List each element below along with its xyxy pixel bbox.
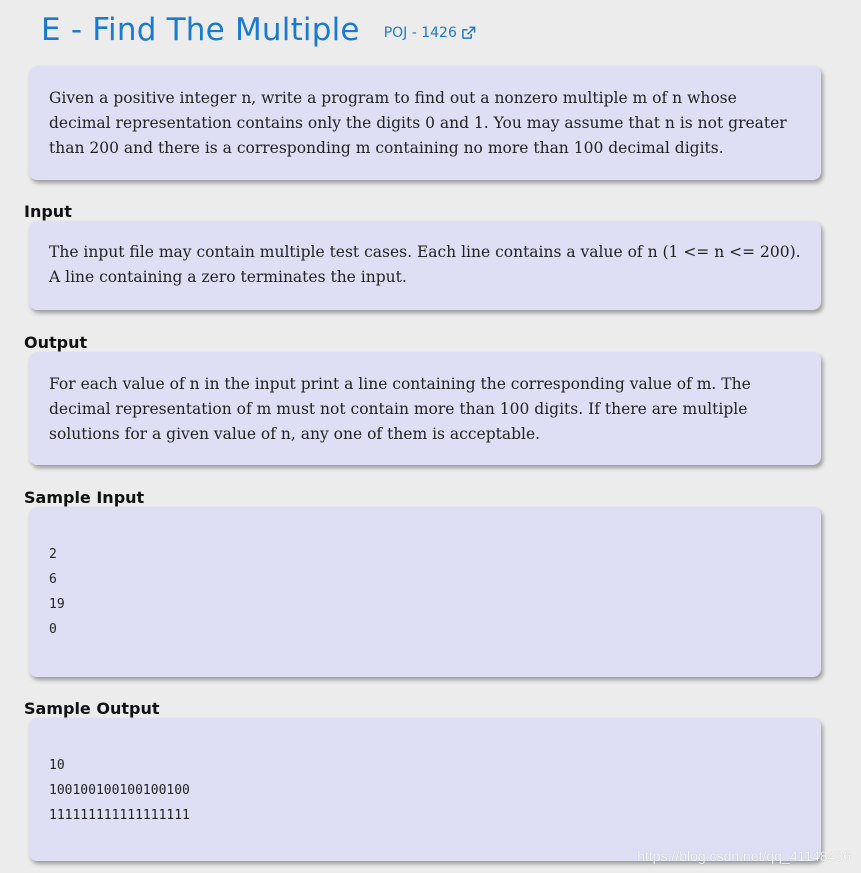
- output-card: [29, 352, 821, 465]
- sample-output-line: 10: [49, 758, 65, 773]
- description-text: Given a positive integer n, write a program to find out a nonzero multiple m of n whose decimal representation contains only the digits 0 and 1. You may assume that n is not greater than 200 and there is a corresponding m containing no more than 100 decimal digits.: [49, 89, 787, 157]
- watermark: https://blog.csdn.net/qq_41148436: [637, 848, 851, 864]
- sample-output-line: 100100100100100100: [49, 783, 190, 798]
- input-text: The input file may contain multiple test cases. Each line contains a value of n (1 <= n <= 200). A line containing a zero terminates the input.: [49, 243, 801, 286]
- sample-input-line: 19: [49, 597, 65, 612]
- output-heading: Output: [24, 333, 88, 352]
- description-card: [29, 66, 821, 180]
- sample-output-heading: Sample Output: [24, 699, 160, 718]
- source-link-label: POJ - 1426: [383, 25, 457, 41]
- external-link-icon: [461, 26, 476, 40]
- sample-output-line: 111111111111111111: [49, 808, 190, 823]
- sample-input-line: 0: [49, 622, 57, 637]
- input-heading: Input: [24, 202, 72, 221]
- source-link[interactable]: [384, 25, 476, 41]
- sample-input-line: 6: [49, 572, 57, 587]
- output-text: For each value of n in the input print a line containing the corresponding value of m. The decimal representation of m must not contain more than 100 digits. If there are multiple solutions for a given value of n, any one of them is acceptable.: [49, 375, 751, 443]
- input-card: [29, 221, 821, 310]
- sample-input-line: 2: [49, 547, 57, 562]
- title-row: [41, 8, 476, 52]
- sample-input-heading: Sample Input: [24, 488, 145, 507]
- sample-output-card: [29, 718, 821, 861]
- sample-input-card: [29, 507, 821, 677]
- page-title: E - Find The Multiple: [41, 12, 360, 48]
